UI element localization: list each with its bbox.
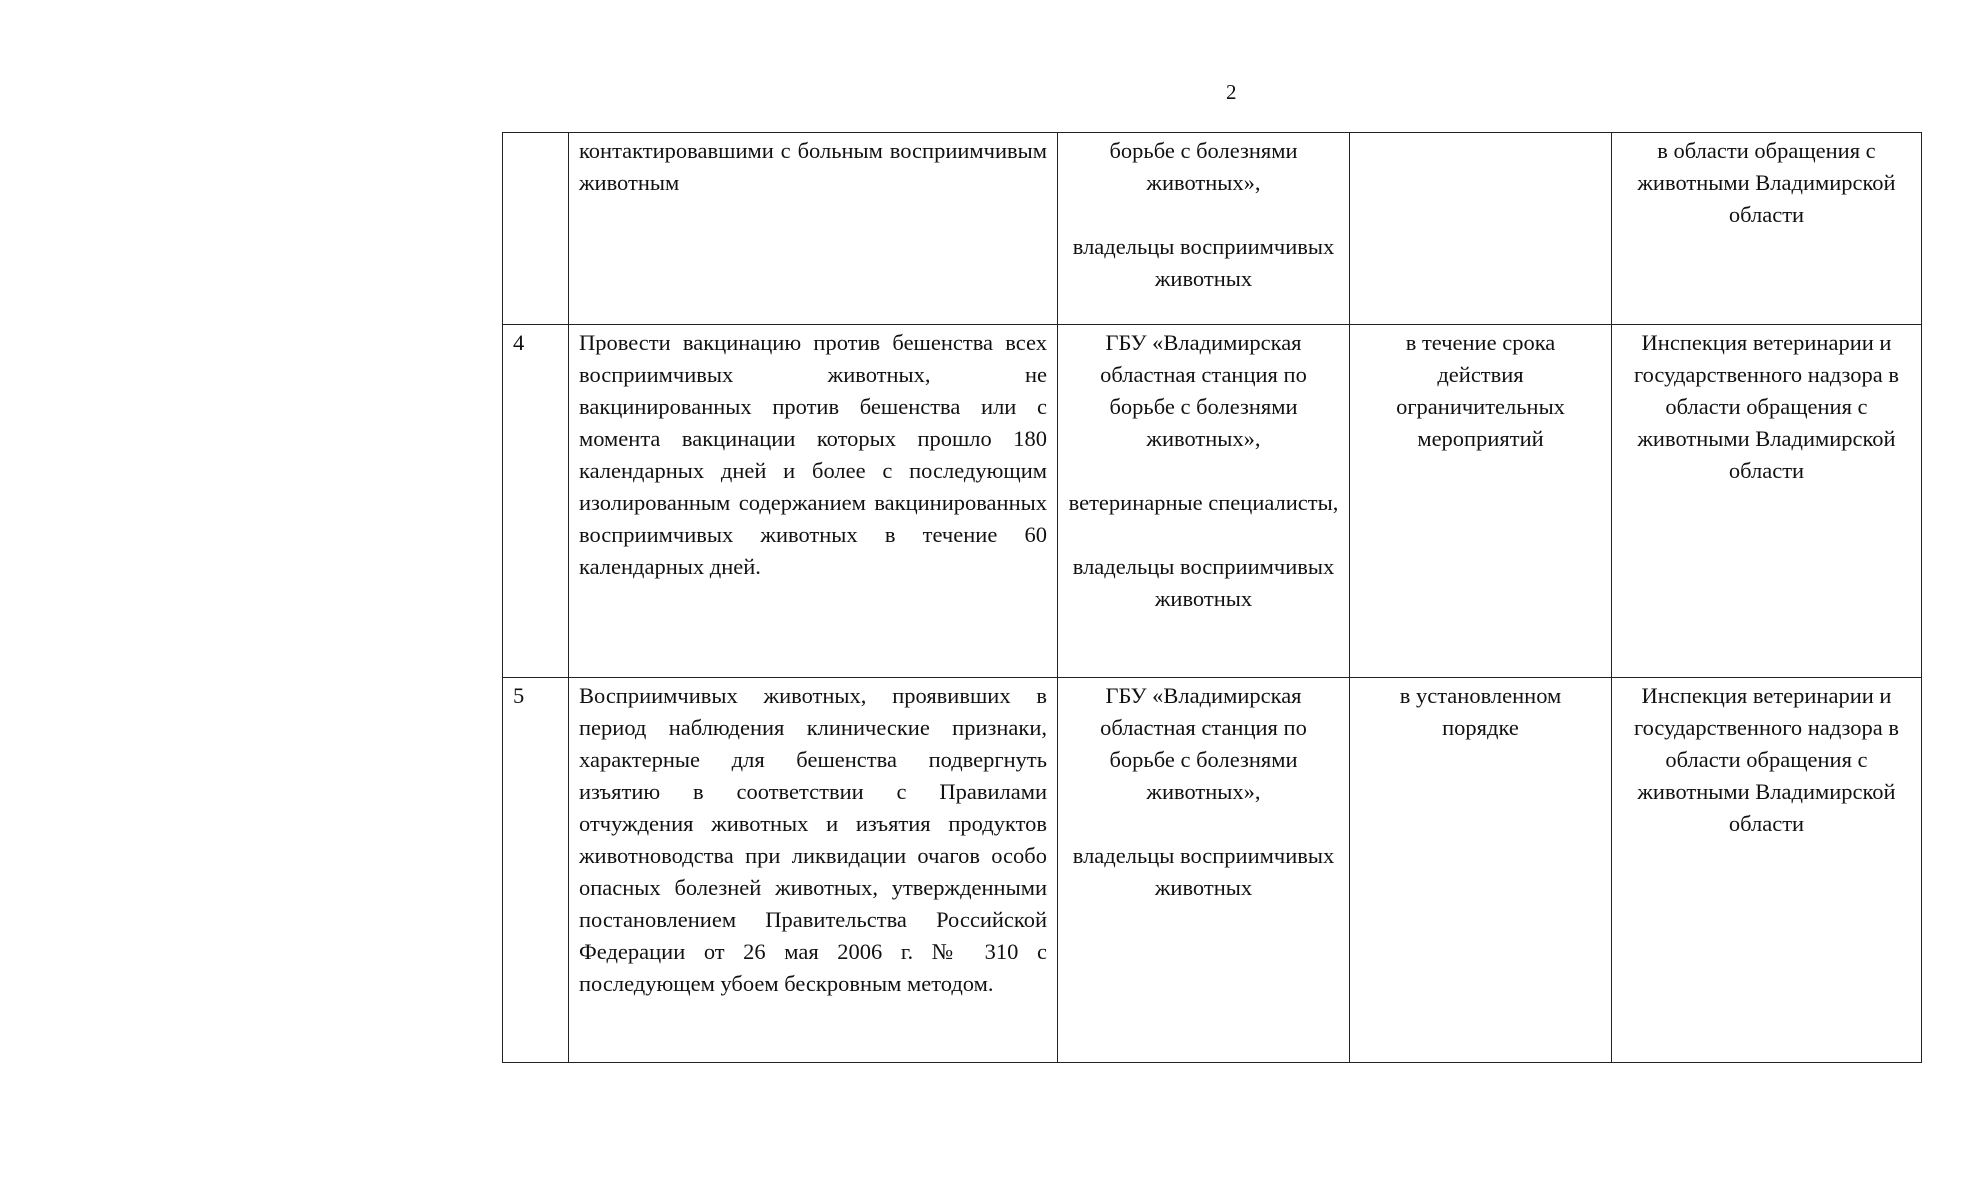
term-cell: в течение срока действия ограничительных мероприятий	[1350, 325, 1612, 678]
row-number-cell: 4	[503, 325, 569, 678]
executors-cell	[1058, 325, 1350, 678]
measure-cell: контактировавшими с больным восприимчивым животным	[569, 133, 1058, 325]
executor-text: ветеринарные специалисты,	[1068, 490, 1339, 515]
control-cell: Инспекция ветеринарии и государственного надзора в области обращения с животными Владимирской области	[1612, 678, 1922, 1063]
row-number-cell	[503, 133, 569, 325]
control-cell: Инспекция ветеринарии и государственного надзора в области обращения с животными Владимирской области	[1612, 325, 1922, 678]
executors-cell	[1058, 678, 1350, 1063]
executor-text: ГБУ «Владимирская областная станция по борьбе с болезнями животных»,	[1100, 330, 1307, 451]
table-row	[503, 678, 1922, 1063]
table-row	[503, 325, 1922, 678]
executor-text: ГБУ «Владимирская областная станция по борьбе с болезнями животных»,	[1100, 683, 1307, 804]
executor-text: владельцы восприимчивых животных	[1072, 554, 1335, 611]
term-cell: в установленном порядке	[1350, 678, 1612, 1063]
control-cell: в области обращения с животными Владимирской области	[1612, 133, 1922, 325]
executor-text: владельцы восприимчивых животных	[1072, 234, 1335, 291]
row-number-cell: 5	[503, 678, 569, 1063]
measure-cell: Восприимчивых животных, проявивших в период наблюдения клинические признаки, характерные для бешенства подвергнуть изъятию в соответствии с Правилами отчуждения животных и изъятия продуктов животноводства при ликвидации очагов особо опасных болезней животных, утвержденными постановлением Правительства Российской Федерации от 26 мая 2006 г. № 310 с последующем убоем бескровным методом.	[569, 678, 1058, 1063]
measures-table	[502, 132, 1922, 1063]
executors-cell	[1058, 133, 1350, 325]
measure-cell: Провести вакцинацию против бешенства всех восприимчивых животных, не вакцинированных против бешенства или с момента вакцинации которых прошло 180 календарных дней и более с последующим изолированным содержанием вакцинированных восприимчивых животных в течение 60 календарных дней.	[569, 325, 1058, 678]
page-number: 2	[1226, 80, 1237, 104]
table-row	[503, 133, 1922, 325]
executor-text: владельцы восприимчивых животных	[1072, 843, 1335, 900]
executor-text: борьбе с болезнями животных»,	[1109, 138, 1298, 195]
term-cell	[1350, 133, 1612, 325]
